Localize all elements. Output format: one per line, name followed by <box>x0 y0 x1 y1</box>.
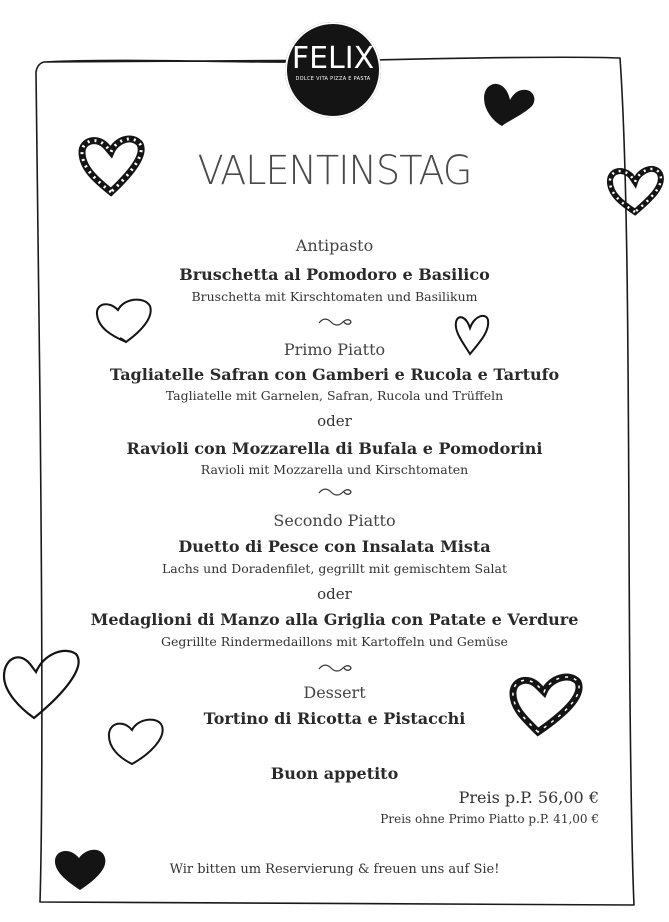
course-secondo-piatto: Secondo Piatto <box>273 511 396 530</box>
page-title: VALENTINSTAG <box>197 148 472 194</box>
swirl-divider-icon <box>317 317 353 327</box>
dish-name: Duetto di Pesce con Insalata Mista <box>178 537 491 556</box>
dish-name: Bruschetta al Pomodoro e Basilico <box>179 265 490 284</box>
heart-outline-icon <box>104 712 168 768</box>
dish-name: Medaglioni di Manzo alla Griglia con Patate e Verdure <box>90 610 579 629</box>
price-secondary: Preis ohne Primo Piatto p.P. 41,00 € <box>380 812 599 826</box>
oder-separator: oder <box>317 412 352 430</box>
heart-dotted-icon <box>605 160 665 218</box>
dish-description: Bruschetta mit Kirschtomaten und Basilikum <box>191 289 478 304</box>
swirl-divider-icon <box>317 487 353 497</box>
logo-name: FELIX <box>291 41 375 76</box>
heart-dotted-icon <box>76 132 146 198</box>
heart-outline-icon <box>450 310 492 360</box>
dish-name: Ravioli con Mozzarella di Bufala e Pomodorini <box>126 439 543 458</box>
dish-name: Tortino di Ricotta e Pistacchi <box>203 709 466 728</box>
heart-outline-icon <box>92 292 156 346</box>
felix-logo <box>285 22 381 118</box>
heart-filled-icon <box>480 80 540 130</box>
oder-separator: oder <box>317 585 352 603</box>
heart-outline-icon <box>0 644 84 724</box>
dish-description: Ravioli mit Mozzarella und Kirschtomaten <box>200 462 469 477</box>
price-main: Preis p.P. 56,00 € <box>458 788 599 807</box>
heart-filled-icon <box>52 846 108 892</box>
course-primo-piatto: Primo Piatto <box>283 340 386 359</box>
dish-name: Tagliatelle Safran con Gamberi e Rucola e Tartufo <box>109 365 560 384</box>
course-antipasto: Antipasto <box>295 236 374 255</box>
logo-tagline: DOLCE VITA PIZZA E PASTA <box>295 76 371 82</box>
footer-note: Wir bitten um Reservierung & freuen uns auf Sie! <box>169 862 500 877</box>
dish-description: Tagliatelle mit Garnelen, Safran, Rucola und Trüffeln <box>165 388 504 403</box>
swirl-divider-icon <box>317 663 353 673</box>
closing-text: Buon appetito <box>270 764 399 783</box>
dish-description: Gegrillte Rindermedaillons mit Kartoffeln und Gemüse <box>161 634 508 649</box>
dish-description: Lachs und Doradenfilet, gegrillt mit gemischtem Salat <box>161 561 508 576</box>
course-dessert: Dessert <box>303 683 366 702</box>
heart-bold-outline-icon <box>508 668 584 738</box>
